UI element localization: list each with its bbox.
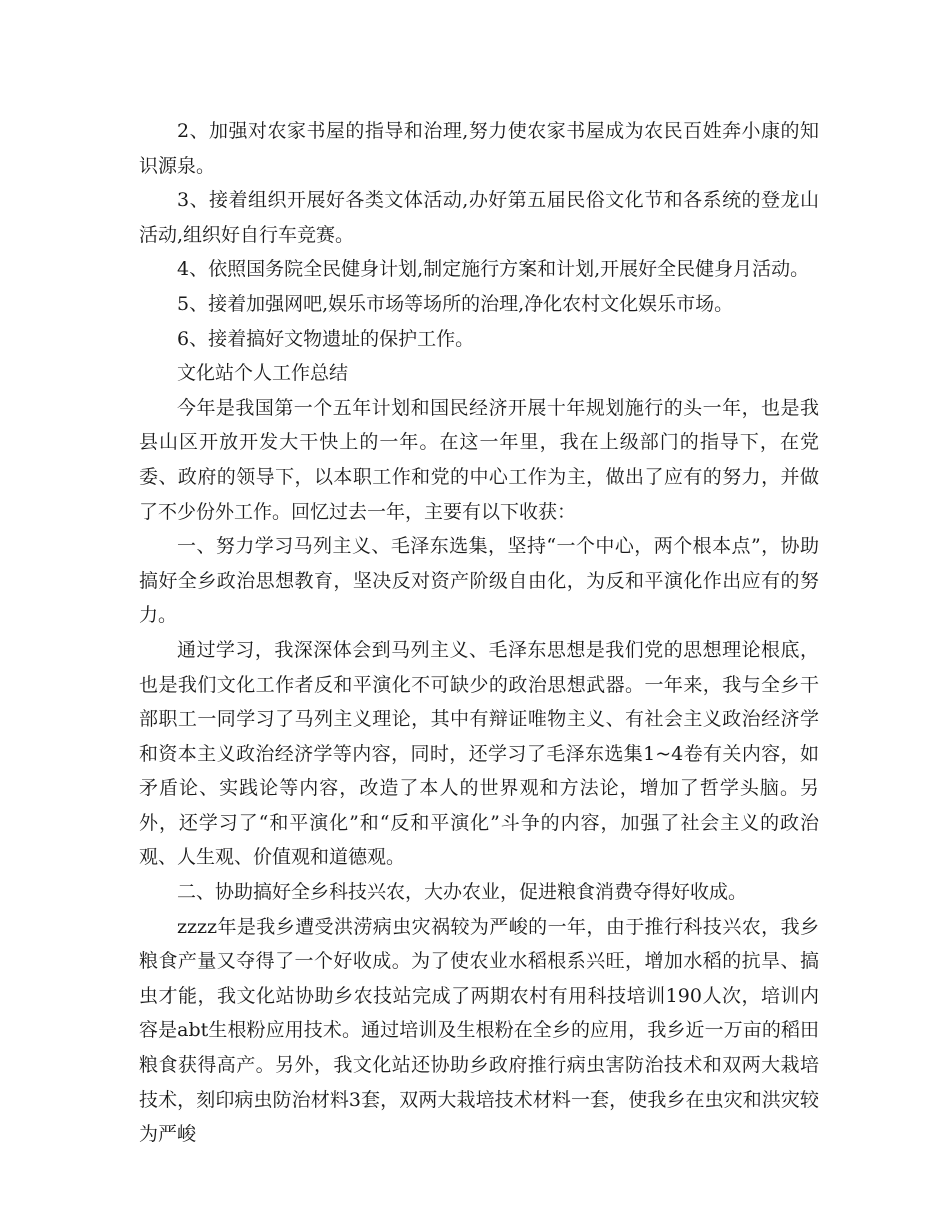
paragraph-item-3: 3、接着组织开展好各类文体活动,办好第五届民俗文化节和各系统的登龙山活动,组织好自行车竞赛。 [139, 189, 819, 246]
paragraph-item-4: 4、依照国务院全民健身计划,制定施行方案和计划,开展好全民健身月活动。 [177, 258, 810, 281]
document-body [139, 114, 819, 1152]
paragraph-harvest: zzzz年是我乡遭受洪涝病虫灾祸较为严峻的一年，由于推行科技兴农，我乡粮食产量又夺得了一个好收成。为了使农业水稻根系兴旺，增加水稻的抗旱、搞虫才能，我文化站协助乡农技站完成了两期农村有用科技培训190人次，培训内容是abt生根粉应用技术。通过培训及生根粉在全乡的应用，我乡近一万亩的稻田粮食获得高产。另外，我文化站还协助乡政府推行病虫害防治技术和双两大栽培技术，刻印病虫防治材料3套，双两大栽培技术材料一套，使我乡在虫灾和洪灾较为严峻 [139, 915, 819, 1146]
paragraph-item-2: 2、加强对农家书屋的指导和治理,努力使农家书屋成为农民百姓奔小康的知识源泉。 [139, 120, 819, 177]
paragraph-item-5: 5、接着加强网吧,娱乐市场等场所的治理,净化农村文化娱乐市场。 [177, 292, 734, 315]
paragraph-study: 通过学习，我深深体会到马列主义、毛泽东思想是我们党的思想理论根底，也是我们文化工作者反和平演化不可缺少的政治思想武器。一年来，我与全乡干部职工一同学习了马列主义理论，其中有辩证唯物主义、有社会主义政治经济学和资本主义政治经济学等内容，同时，还学习了毛泽东选集1~4卷有关内容，如矛盾论、实践论等内容，改造了本人的世界观和方法论，增加了哲学头脑。另外，还学习了“和平演化”和“反和平演化”斗争的内容，加强了社会主义的政治观、人生观、价值观和道德观。 [139, 638, 819, 869]
paragraph-item-6: 6、接着搞好文物遗址的保护工作。 [177, 327, 475, 350]
paragraph-intro: 今年是我国第一个五年计划和国民经济开展十年规划施行的头一年，也是我县山区开放开发大干快上的一年。在这一年里，我在上级部门的指导下，在党委、政府的领导下，以本职工作和党的中心工作为主，做出了应有的努力，并做了不少份外工作。回忆过去一年，主要有以下收获： [139, 396, 819, 523]
section-heading: 文化站个人工作总结 [177, 362, 349, 385]
paragraph-point-one: 一、努力学习马列主义、毛泽东选集，坚持“一个中心，两个根本点”，协助搞好全乡政治思想教育，坚决反对资产阶级自由化，为反和平演化作出应有的努力。 [139, 535, 819, 627]
paragraph-point-two: 二、协助搞好全乡科技兴农，大办农业，促进粮食消费夺得好收成。 [177, 881, 748, 904]
